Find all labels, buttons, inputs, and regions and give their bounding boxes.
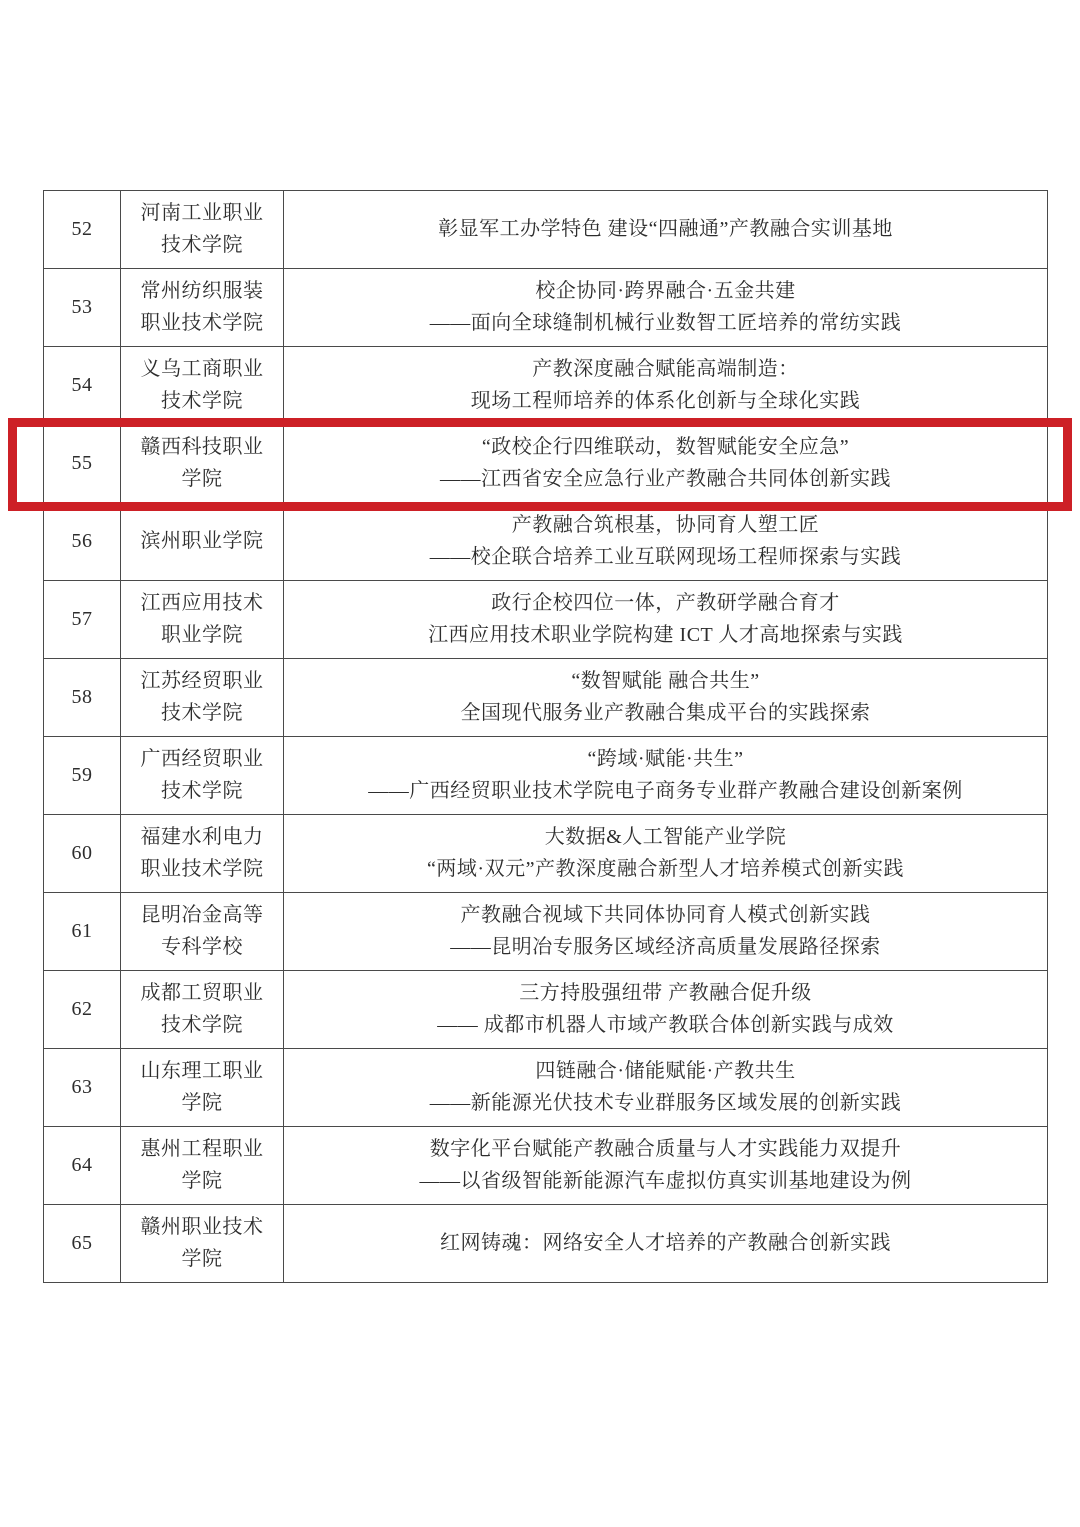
school-name-line: 职业技术学院 (140, 857, 264, 880)
school-name-line: 成都工贸职业 (140, 981, 264, 1004)
rank-cell: 59 (44, 737, 121, 814)
case-title-line: ——面向全球缝制机械行业数智工匠培养的常纺实践 (429, 311, 902, 334)
school-name-line: 广西经贸职业 (140, 747, 264, 770)
rank-cell: 64 (44, 1127, 121, 1204)
school-cell (121, 269, 284, 346)
case-title-line: 数字化平台赋能产教融合质量与人才实践能力双提升 (429, 1137, 902, 1160)
case-title-line: ——昆明冶专服务区域经济高质量发展路径探索 (450, 935, 881, 958)
table-row (44, 737, 1047, 815)
rank-cell: 62 (44, 971, 121, 1048)
rank-cell: 56 (44, 503, 121, 580)
school-name-line: 技术学院 (161, 701, 243, 724)
school-cell (121, 1205, 284, 1282)
title-cell (284, 1049, 1047, 1126)
table-row (44, 971, 1047, 1049)
school-name-line: 山东理工职业 (140, 1059, 264, 1082)
title-cell (284, 815, 1047, 892)
case-title-line: 红网铸魂：网络安全人才培养的产教融合创新实践 (440, 1231, 891, 1254)
case-title-line: “政校企行四维联动，数智赋能安全应急” (481, 435, 850, 458)
case-title-line: ——以省级智能新能源汽车虚拟仿真实训基地建设为例 (419, 1169, 912, 1192)
title-cell (284, 347, 1047, 424)
school-name-line: 常州纺织服装 (140, 279, 264, 302)
title-cell (284, 659, 1047, 736)
school-name-line: 河南工业职业 (140, 201, 264, 224)
table-row (44, 1049, 1047, 1127)
school-name-line: 惠州工程职业 (140, 1137, 264, 1160)
school-cell (121, 659, 284, 736)
school-name-line: 学院 (181, 467, 223, 490)
case-title-line: 产教融合筑根基，协同育人塑工匠 (511, 513, 820, 536)
case-title-line: 校企协同·跨界融合·五金共建 (535, 279, 796, 302)
school-name-line: 技术学院 (161, 389, 243, 412)
case-title-line: “跨域·赋能·共生” (587, 747, 744, 770)
table-row (44, 191, 1047, 269)
school-name-line: 赣州职业技术 (140, 1215, 264, 1238)
school-name-line: 赣西科技职业 (140, 435, 264, 458)
case-title-line: 政行企校四位一体，产教研学融合育才 (491, 591, 840, 614)
school-name-line: 职业技术学院 (140, 311, 264, 334)
school-cell (121, 581, 284, 658)
school-name-line: 江西应用技术 (140, 591, 264, 614)
title-cell (284, 503, 1047, 580)
school-cell (121, 425, 284, 502)
school-name-line: 学院 (181, 1247, 223, 1270)
table-row (44, 893, 1047, 971)
title-cell (284, 737, 1047, 814)
case-title-line: ——新能源光伏技术专业群服务区域发展的创新实践 (429, 1091, 902, 1114)
rank-cell: 63 (44, 1049, 121, 1126)
case-title-line: 三方持股强纽带 产教融合促升级 (519, 981, 812, 1004)
table-row (44, 1205, 1047, 1283)
case-title-line: 四链融合·储能赋能·产教共生 (535, 1059, 796, 1082)
title-cell (284, 191, 1047, 268)
school-name-line: 技术学院 (161, 233, 243, 256)
school-name-line: 昆明冶金高等 (140, 903, 264, 926)
results-table (43, 190, 1048, 1283)
rank-cell: 65 (44, 1205, 121, 1282)
school-cell (121, 191, 284, 268)
rank-cell: 61 (44, 893, 121, 970)
case-title-line: 全国现代服务业产教融合集成平台的实践探索 (460, 701, 871, 724)
school-name-line: 职业学院 (161, 623, 243, 646)
school-name-line: 义乌工商职业 (140, 357, 264, 380)
school-name-line: 滨州职业学院 (140, 529, 264, 552)
rank-cell: 57 (44, 581, 121, 658)
school-name-line: 福建水利电力 (140, 825, 264, 848)
rank-cell: 55 (44, 425, 121, 502)
school-cell (121, 503, 284, 580)
school-cell (121, 737, 284, 814)
title-cell (284, 971, 1047, 1048)
rank-cell: 58 (44, 659, 121, 736)
case-title-line: 产教融合视域下共同体协同育人模式创新实践 (460, 903, 871, 926)
title-cell (284, 893, 1047, 970)
title-cell (284, 581, 1047, 658)
school-name-line: 学院 (181, 1169, 223, 1192)
school-cell (121, 971, 284, 1048)
school-name-line: 技术学院 (161, 1013, 243, 1036)
case-title-line: 彰显军工办学特色 建设“四融通”产教融合实训基地 (438, 217, 893, 240)
school-cell (121, 815, 284, 892)
school-name-line: 学院 (181, 1091, 223, 1114)
case-title-line: 江西应用技术职业学院构建 ICT 人才高地探索与实践 (428, 623, 903, 646)
case-title-line: “数智赋能 融合共生” (571, 669, 760, 692)
table-row (44, 659, 1047, 737)
case-title-line: ——江西省安全应急行业产教融合共同体创新实践 (440, 467, 891, 490)
table-row (44, 269, 1047, 347)
case-title-line: ——广西经贸职业技术学院电子商务专业群产教融合建设创新案例 (368, 779, 963, 802)
title-cell (284, 1127, 1047, 1204)
school-cell (121, 1127, 284, 1204)
school-name-line: 技术学院 (161, 779, 243, 802)
table-row (44, 1127, 1047, 1205)
school-cell (121, 893, 284, 970)
case-title-line: 产教深度融合赋能高端制造： (532, 357, 799, 380)
table-row (44, 581, 1047, 659)
school-cell (121, 1049, 284, 1126)
school-cell (121, 347, 284, 424)
title-cell (284, 1205, 1047, 1282)
table-row (44, 503, 1047, 581)
table-row (44, 425, 1047, 503)
case-title-line: 大数据&人工智能产业学院 (544, 825, 787, 848)
case-title-line: ——校企联合培养工业互联网现场工程师探索与实践 (429, 545, 902, 568)
school-name-line: 江苏经贸职业 (140, 669, 264, 692)
rank-cell: 54 (44, 347, 121, 424)
case-title-line: —— 成都市机器人市域产教联合体创新实践与成效 (437, 1013, 894, 1036)
table-row (44, 815, 1047, 893)
case-title-line: 现场工程师培养的体系化创新与全球化实践 (470, 389, 861, 412)
school-name-line: 专科学校 (161, 935, 243, 958)
rank-cell: 52 (44, 191, 121, 268)
rank-cell: 53 (44, 269, 121, 346)
rank-cell: 60 (44, 815, 121, 892)
case-title-line: “两域·双元”产教深度融合新型人才培养模式创新实践 (427, 857, 904, 880)
title-cell (284, 269, 1047, 346)
title-cell (284, 425, 1047, 502)
table-row (44, 347, 1047, 425)
